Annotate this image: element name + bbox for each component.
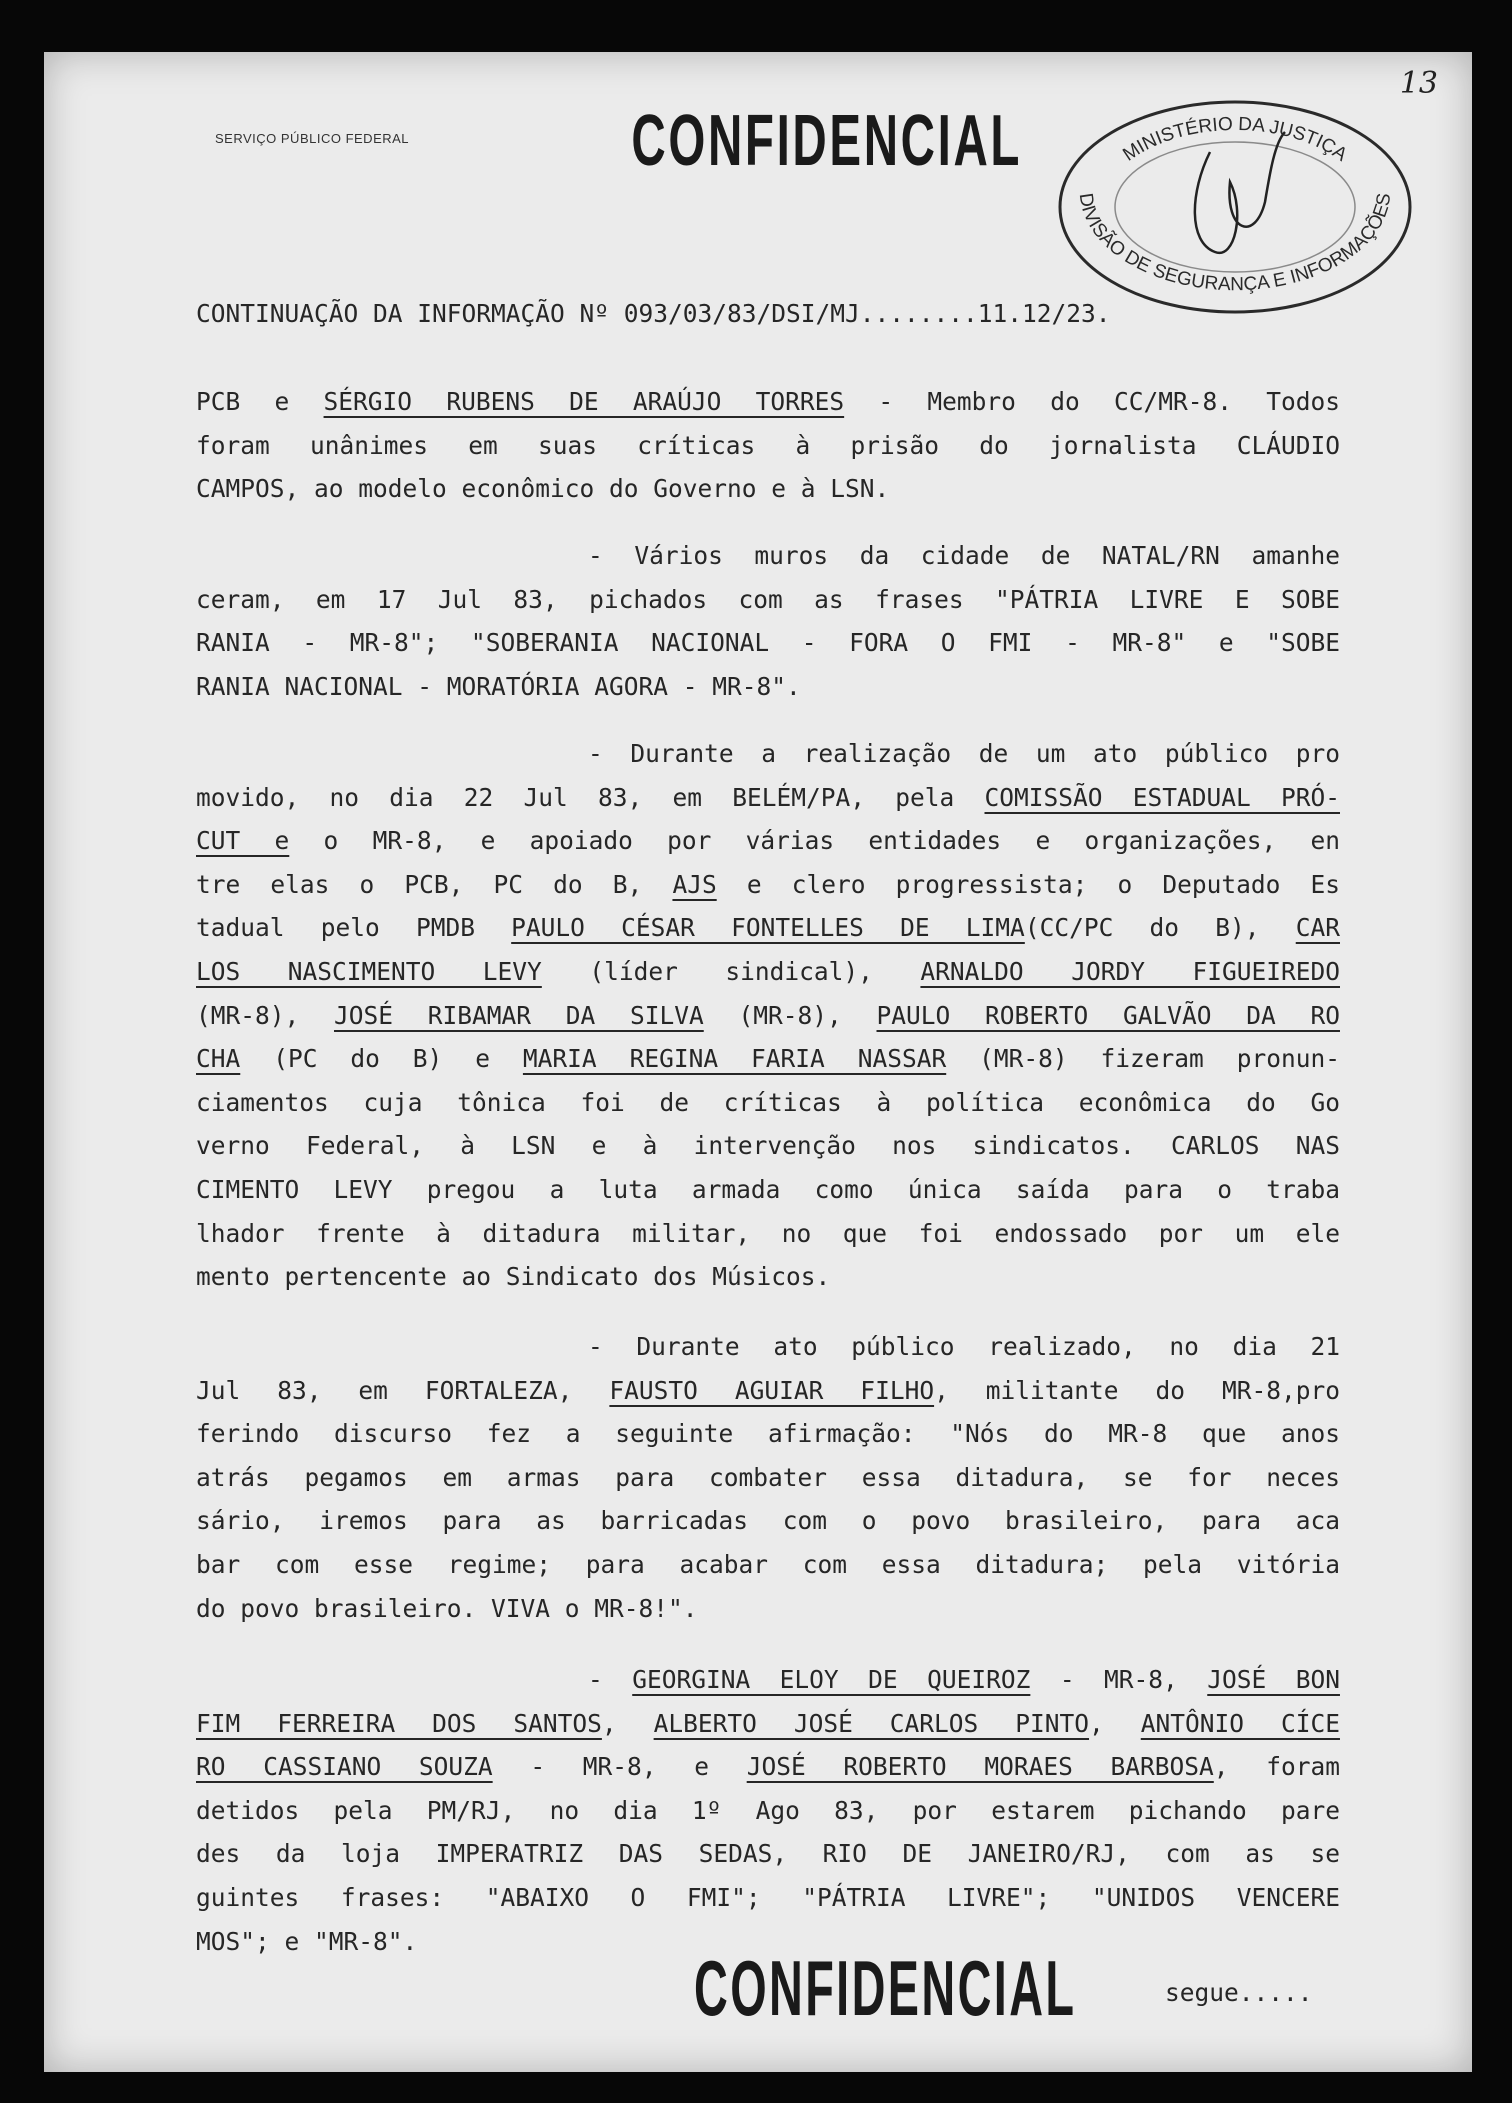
underlined-name: FAUSTO AGUIAR FILHO (609, 1375, 935, 1405)
text-segment: o MR-8, e apoiado por várias entidades e organizações, en (289, 826, 1340, 856)
text-segment: lhador frente à ditadura militar, no que foi endossado por um ele (196, 1218, 1340, 1248)
text-segment: guintes frases: "ABAIXO O FMI"; "PÁTRIA LIVRE"; "UNIDOS VENCERE (196, 1882, 1340, 1912)
underlined-name: ALBERTO JOSÉ CARLOS PINTO (653, 1708, 1090, 1738)
stamp-top-text: MINISTÉRIO DA JUSTIÇA (1119, 113, 1351, 166)
underlined-name: CHA (196, 1044, 241, 1074)
stamp-bottom-text: DIVISÃO DE SEGURANÇA E INFORMAÇÕES (1074, 191, 1396, 296)
text-segment: , (601, 1708, 654, 1738)
text-line (196, 819, 1340, 863)
text-line (196, 1658, 1340, 1702)
underlined-name: MARIA REGINA FARIA NASSAR (522, 1044, 947, 1074)
paragraph-3 (196, 732, 1340, 1299)
text-segment: , (1089, 1708, 1141, 1738)
text-line (196, 578, 1340, 622)
text-line (196, 906, 1340, 950)
text-line (196, 1124, 1340, 1168)
text-segment: (MR-8) fizeram pronun- (946, 1044, 1340, 1074)
text-segment: - MR-8, e (492, 1752, 747, 1782)
underlined-name: JOSÉ RIBAMAR DA SILVA (334, 1000, 704, 1030)
text-line (196, 1456, 1340, 1500)
text-segment: - Vários muros da cidade de NATAL/RN amanhe (588, 541, 1340, 570)
paragraph-4 (196, 1325, 1340, 1630)
text-segment: e clero progressista; o Deputado Es (716, 869, 1340, 899)
text-line (196, 1745, 1340, 1789)
paragraph-2 (196, 534, 1340, 708)
text-segment: RANIA NACIONAL - MORATÓRIA AGORA - MR-8". (196, 671, 801, 701)
text-segment: (PC do B) e (240, 1044, 523, 1074)
text-line (196, 1832, 1340, 1876)
text-segment: ceram, em 17 Jul 83, pichados com as frases "PÁTRIA LIVRE E SOBE (196, 584, 1340, 614)
text-line (196, 1168, 1340, 1212)
text-segment: CIMENTO LEVY pregou a luta armada como única saída para o traba (196, 1174, 1340, 1204)
text-line (196, 1037, 1340, 1081)
text-segment: - Durante ato público realizado, no dia 21 (588, 1332, 1340, 1361)
underlined-name: AJS (672, 869, 717, 899)
text-line (196, 621, 1340, 665)
text-line (196, 994, 1340, 1038)
text-segment: (MR-8), (703, 1000, 877, 1030)
paragraph-1 (196, 380, 1340, 511)
text-segment: ferindo discurso fez a seguinte afirmação: "Nós do MR-8 que anos (196, 1419, 1340, 1449)
text-line (196, 1789, 1340, 1833)
text-line (196, 1543, 1340, 1587)
text-line (196, 665, 1340, 709)
underlined-name: FIM FERREIRA DOS SANTOS (196, 1708, 602, 1738)
classification-header: CONFIDENCIAL (631, 101, 1023, 181)
text-segment: tre elas o PCB, PC do B, (196, 869, 673, 899)
text-line (196, 1081, 1340, 1125)
text-line (196, 732, 1340, 776)
signature-icon (1195, 132, 1285, 253)
text-segment: , militante do MR-8,pro (934, 1375, 1340, 1405)
text-segment: MOS"; e "MR-8". (196, 1926, 418, 1956)
text-line (196, 1499, 1340, 1543)
report-number-line: CONTINUAÇÃO DA INFORMAÇÃO Nº 093/03/83/DSI/MJ........11.12/23. (196, 299, 1111, 328)
continuation-note: segue..... (1165, 1978, 1313, 2007)
underlined-name: COMISSÃO ESTADUAL PRÓ- (984, 782, 1340, 812)
text-line (196, 467, 1340, 511)
underlined-name: ARNALDO JORDY FIGUEIREDO (920, 956, 1340, 986)
text-segment: tadual pelo PMDB (196, 913, 512, 943)
underlined-name: LOS NASCIMENTO LEVY (196, 956, 542, 986)
text-segment: - Membro do CC/MR-8. Todos (844, 387, 1340, 416)
underlined-name: ANTÔNIO CÍCE (1140, 1708, 1340, 1738)
text-segment: - MR-8, (1030, 1665, 1208, 1694)
text-segment: movido, no dia 22 Jul 83, em BELÉM/PA, pela (196, 782, 985, 812)
text-segment: - Durante a realização de um ato público pro (588, 739, 1340, 768)
service-label: SERVIÇO PÚBLICO FEDERAL (215, 131, 410, 146)
text-line (196, 1702, 1340, 1746)
text-segment: PCB e (196, 387, 324, 416)
underlined-name: RO CASSIANO SOUZA (196, 1752, 493, 1782)
text-segment: detidos pela PM/RJ, no dia 1º Ago 83, por estarem pichando pare (196, 1795, 1340, 1825)
underlined-name: PAULO CÉSAR FONTELLES DE LIMA (511, 913, 1025, 943)
text-segment: (líder sindical), (541, 956, 921, 986)
text-segment: RANIA - MR-8"; "SOBERANIA NACIONAL - FORA O FMI - MR-8" e "SOBE (196, 628, 1340, 658)
text-segment: bar com esse regime; para acabar com essa ditadura; pela vitória (196, 1549, 1340, 1579)
text-segment: - (588, 1665, 633, 1694)
underlined-name: JOSÉ BON (1207, 1665, 1340, 1694)
report-header (196, 292, 1340, 336)
text-line (196, 1412, 1340, 1456)
text-line (196, 380, 1340, 424)
text-segment: (CC/PC do B), (1024, 913, 1296, 943)
underlined-name: JOSÉ ROBERTO MORAES BARBOSA (746, 1752, 1214, 1782)
text-line (196, 776, 1340, 820)
text-segment: foram unânimes em suas críticas à prisão do jornalista CLÁUDIO (196, 430, 1340, 460)
text-segment: (MR-8), (196, 1000, 334, 1030)
underlined-name: GEORGINA ELOY DE QUEIROZ (632, 1665, 1031, 1694)
text-line (196, 1876, 1340, 1920)
text-segment: atrás pegamos em armas para combater essa ditadura, se for neces (196, 1462, 1340, 1492)
text-segment: Jul 83, em FORTALEZA, (196, 1375, 610, 1405)
text-segment: verno Federal, à LSN e à intervenção nos sindicatos. CARLOS NAS (196, 1131, 1340, 1161)
text-line (196, 1212, 1340, 1256)
page-number: 13 (1399, 66, 1438, 101)
text-segment: sário, iremos para as barricadas com o povo brasileiro, para aca (196, 1506, 1340, 1536)
text-line (196, 1369, 1340, 1413)
ministry-stamp-icon (1040, 92, 1430, 322)
text-segment: mento pertencente ao Sindicato dos Músicos. (196, 1262, 831, 1292)
text-line (196, 1587, 1340, 1631)
text-segment: do povo brasileiro. VIVA o MR-8!". (196, 1593, 698, 1623)
underlined-name: CUT e (196, 826, 290, 856)
text-line (196, 534, 1340, 578)
text-segment: , foram (1213, 1752, 1340, 1782)
text-segment: ciamentos cuja tônica foi de críticas à política econômica do Go (196, 1087, 1340, 1117)
underlined-name: PAULO ROBERTO GALVÃO DA RO (876, 1000, 1340, 1030)
classification-footer: CONFIDENCIAL (694, 1944, 1077, 2032)
text-line (196, 863, 1340, 907)
text-line (196, 950, 1340, 994)
text-line (196, 424, 1340, 468)
text-segment: CAMPOS, ao modelo econômico do Governo e à LSN. (196, 474, 890, 504)
text-line (196, 1255, 1340, 1299)
underlined-name: SÉRGIO RUBENS DE ARAÚJO TORRES (323, 387, 845, 416)
text-segment: des da loja IMPERATRIZ DAS SEDAS, RIO DE JANEIRO/RJ, com as se (196, 1839, 1340, 1869)
paragraph-5 (196, 1658, 1340, 1963)
text-line (196, 1325, 1340, 1369)
underlined-name: CAR (1295, 913, 1340, 943)
